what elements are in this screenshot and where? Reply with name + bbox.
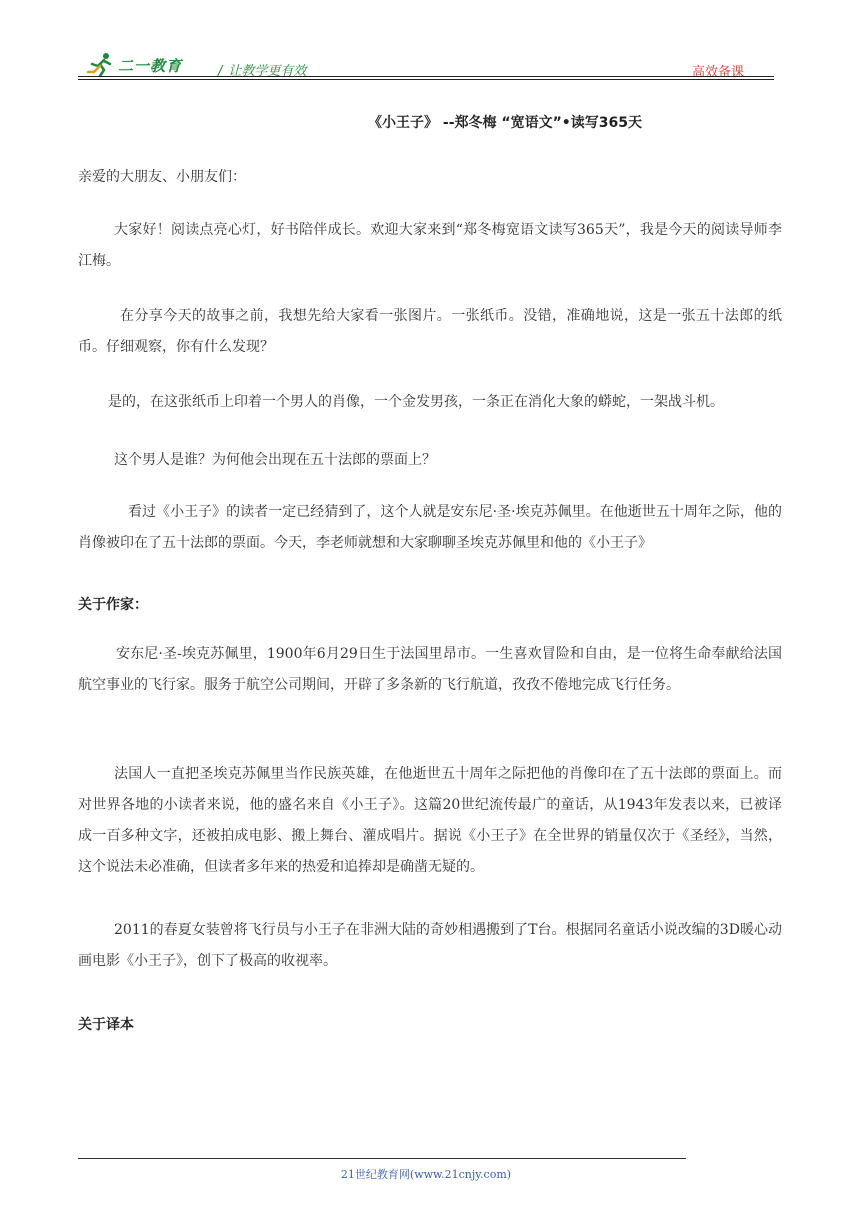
paragraph: 大家好！阅读点亮心灯，好书陪伴成长。欢迎大家来到“郑冬梅宽语文读写365天”，我是今天的阅读导师李江梅。 <box>78 222 782 269</box>
paragraph: 是的，在这张纸币上印着一个男人的肖像，一个金发男孩，一条正在消化大象的蟒蛇，一架战斗机。 <box>108 394 724 410</box>
footer <box>0 1166 860 1182</box>
footer-divider <box>78 1158 686 1159</box>
paragraph: 法国人一直把圣埃克苏佩里当作民族英雄，在他逝世五十周年之际把他的肖像印在了五十法郎的票面上。而对世界各地的小读者来说，他的盛名来自《小王子》。这篇20世纪流传最广的童话，从1943年发表以来，已被译成一百多种文字，还被拍成电影、搬上舞台、灌成唱片。据说《小王子》在全世界的销量仅次于《圣经》，当然，这个说法未必准确，但读者多年来的热爱和追捧却是确凿无疑的。 <box>78 766 782 875</box>
paragraph: 2011的春夏女装曾将飞行员与小王子在非洲大陆的奇妙相遇搬到了T台。根据同名童话小说改编的3D暖心动画电影《小王子》，创下了极高的收视率。 <box>78 922 782 969</box>
greeting: 亲爱的大朋友、小朋友们： <box>78 169 246 185</box>
section-heading-author: 关于作家： <box>78 597 148 613</box>
slogan-text: 让教学更有效 <box>228 64 307 79</box>
runner-logo-icon <box>86 52 116 78</box>
logo <box>86 52 182 78</box>
paragraph: 安东尼·圣-埃克苏佩里，1900年6月29日生于法国里昂市。一生喜欢冒险和自由，是一位将生命奉献给法国航空事业的飞行家。服务于航空公司期间，开辟了多条新的飞行航道，孜孜不倦地完成飞行任务。 <box>78 646 782 693</box>
header-divider-thin <box>78 79 774 80</box>
slogan-slash: / <box>218 64 223 79</box>
paragraph: 看过《小王子》的读者一定已经猜到了，这个人就是安东尼·圣·埃克苏佩里。在他逝世五十周年之际，他的肖像被印在了五十法郎的票面。今天，李老师就想和大家聊聊圣埃克苏佩里和他的《小王子》 <box>78 504 782 551</box>
document-title: 《小王子》 --郑冬梅 “宽语文”•读写365天 <box>368 115 642 131</box>
logo-text: 二一教育 <box>118 56 183 75</box>
header-tag: 高效备课 <box>691 65 744 80</box>
page-header <box>78 48 774 80</box>
header-divider <box>78 76 774 77</box>
footer-link[interactable]: 21世纪教育网(www.21cnjy.com) <box>340 1168 512 1181</box>
paragraph: 这个男人是谁？为何他会出现在五十法郎的票面上？ <box>114 452 436 468</box>
paragraph: 在分享今天的故事之前，我想先给大家看一张图片。一张纸币。没错，准确地说，这是一张五十法郎的纸币。仔细观察，你有什么发现？ <box>78 308 782 355</box>
section-heading-translation: 关于译本 <box>78 1017 134 1033</box>
